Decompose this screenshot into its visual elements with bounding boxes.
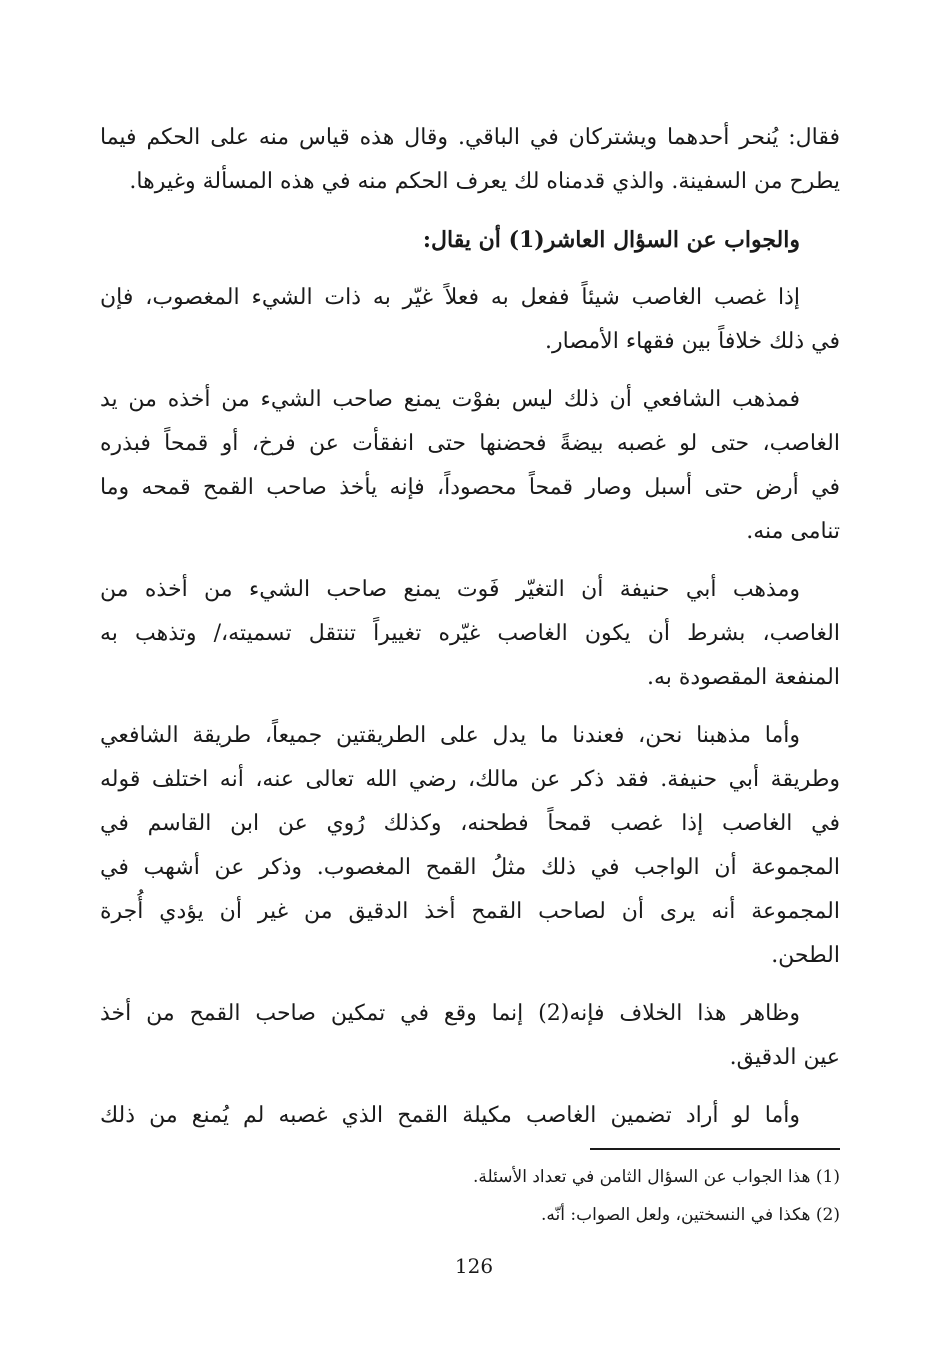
text-line: الطحن. <box>771 943 840 968</box>
text-line: وطريقة أبي حنيفة. فقد ذكر عن مالك، رضي الله تعالى عنه، أنه اختلف قوله <box>100 767 840 792</box>
section-heading: والجواب عن السؤال العاشر(1) أن يقال: <box>422 227 800 253</box>
footnote-divider <box>590 1148 840 1150</box>
text-line: المنفعة المقصودة به. <box>646 665 840 690</box>
text-line: في الغاصب إذا غصب قمحاً فطحنه، وكذلك رُوي عن ابن القاسم في <box>100 811 840 836</box>
text-line: وأما مذهبنا نحن، فعندنا ما يدل على الطريقتين جميعاً، طريقة الشافعي <box>100 723 800 748</box>
text-line: ومذهب أبي حنيفة أن التغيّر فَوت يمنع صاحب الشيء من أخذه من <box>100 577 800 602</box>
page-number: 126 <box>454 1254 494 1278</box>
footnote-item: (1) هذا الجواب عن السؤال الثامن في تعداد الأسئلة. <box>473 1167 840 1187</box>
text-line: وأما لو أراد تضمين الغاصب مكيلة القمح الذي غصبه لم يُمنع من ذلك <box>100 1103 800 1128</box>
text-line: المجموعة أن الواجب في ذلك مثلُ القمح المغصوب. وذكر عن أشهب في <box>100 855 840 880</box>
text-line: فمذهب الشافعي أن ذلك ليس بفوْت يمنع صاحب الشيء من أخذه من يد <box>100 387 800 412</box>
text-line: الغاصب، بشرط أن يكون الغاصب غيّره تغييراً تنتقل تسميته،/ وتذهب به <box>100 621 840 646</box>
text-line: تنامى منه. <box>746 519 840 544</box>
text-line: في أرض حتى أسبل وصار قمحاً محصوداً، فإنه يأخذ صاحب القمح قمحه وما <box>100 475 840 500</box>
text-line: في ذلك خلافاً بين فقهاء الأمصار. <box>545 329 840 354</box>
text-line: يطرح من السفينة. والذي قدمناه لك يعرف الحكم منه في هذه المسألة وغيرها. <box>129 169 840 194</box>
text-line: إذا غصب الغاصب شيئاً ففعل به فعلاً غيّر به ذات الشيء المغصوب، فإن <box>100 285 800 310</box>
text-line: وظاهر هذا الخلاف فإنه(2) إنما وقع في تمكين صاحب القمح من أخذ <box>100 1001 800 1026</box>
text-line: عين الدقيق. <box>729 1045 840 1070</box>
footnote-item: (2) هكذا في النسختين، ولعل الصواب: أنّه. <box>541 1205 840 1225</box>
text-line: الغاصب، حتى لو غصبه بيضةً فحضنها حتى انفقأت عن فرخ، أو قمحاً فبذره <box>100 431 840 456</box>
text-line: فقال: يُنحر أحدهما ويشتركان في الباقي. وقال هذه قياس منه على الحكم فيما <box>100 125 840 150</box>
text-line: المجموعة أنه يرى أن لصاحب القمح أخذ الدقيق من غير أن يؤدي أُجرة <box>100 899 840 924</box>
